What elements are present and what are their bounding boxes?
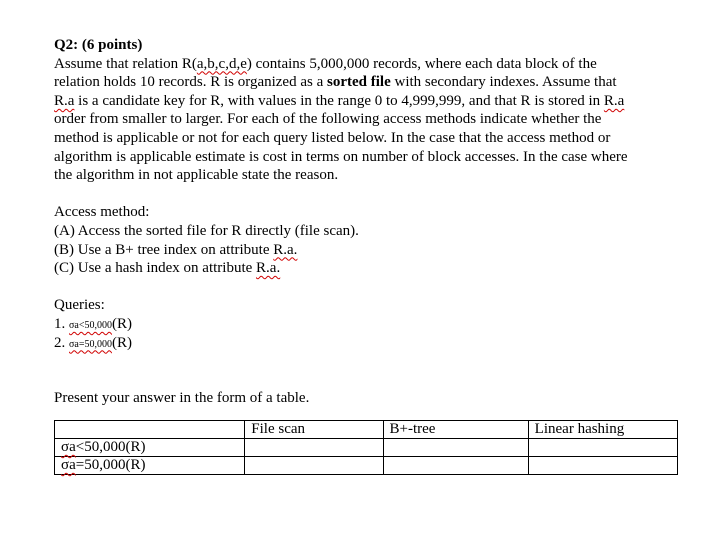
table-row (55, 457, 678, 475)
intro-text: Assume that relation R( (54, 55, 197, 72)
row-2-condition: =50,000(R) (75, 457, 146, 473)
query-2-relation: (R) (111, 334, 132, 351)
access-method-b-attr: R.a. (273, 241, 298, 258)
header-cell-empty (55, 421, 245, 439)
table-header-row (55, 421, 678, 439)
row-label-query-1 (55, 439, 245, 457)
query-1-relation: (R) (111, 315, 132, 332)
intro-line-3 (54, 92, 684, 111)
query-1-number: 1. (54, 315, 69, 332)
intro-line-2 (54, 73, 684, 92)
intro-line-7: the algorithm in not applicable state the reason. (54, 167, 339, 184)
answer-table (54, 420, 678, 475)
access-method-c-text: (C) Use a hash index on attribute (54, 260, 257, 277)
intro-text: is a candidate key for R, with values in the range 0 to 4,999,999, and that R is stored in (74, 92, 604, 109)
present-instruction: Present your answer in the form of a table. (54, 390, 310, 407)
intro-line-5: method is applicable or not for each query listed below. In the case that the access method or (54, 129, 611, 146)
answer-cell[interactable] (528, 439, 677, 457)
row-label-query-2 (55, 457, 245, 475)
query-2-selection: σa=50,000 (69, 338, 112, 350)
table-row (55, 439, 678, 457)
intro-text: with secondary indexes. Assume that (390, 74, 617, 91)
query-1 (54, 315, 684, 334)
intro-text: relation holds 10 records. R is organized as a (54, 74, 327, 91)
access-method-c (54, 259, 684, 278)
intro-text: ) contains 5,000,000 records, where each data block of the (246, 55, 597, 72)
relation-attributes: a,b,c,d,e (196, 55, 247, 72)
access-method-b-text: (B) Use a B+ tree index on attribute (54, 241, 274, 258)
query-2-number: 2. (54, 334, 69, 351)
access-method-c-attr: R.a. (256, 260, 281, 277)
candidate-key-attr: R.a (54, 92, 75, 109)
storage-order-attr: R.a (603, 92, 625, 109)
intro-line-4: order from smaller to larger. For each of the following access methods indicate whether the (54, 111, 602, 128)
header-cell-bplus-tree: B+-tree (383, 421, 528, 439)
question-document (54, 36, 684, 408)
answer-cell[interactable] (528, 457, 677, 475)
answer-cell[interactable] (383, 439, 528, 457)
header-cell-file-scan: File scan (245, 421, 383, 439)
query-2 (54, 334, 684, 353)
access-method-b (54, 241, 684, 260)
intro-line-1 (54, 55, 684, 74)
header-cell-linear-hashing: Linear hashing (528, 421, 677, 439)
query-1-selection: σa<50,000 (69, 319, 112, 331)
answer-cell[interactable] (383, 457, 528, 475)
row-1-sigma: σa (61, 439, 76, 455)
intro-line-6: algorithm is applicable estimate is cost in terms on number of block accesses. In the case where (54, 148, 628, 165)
access-method-heading: Access method: (54, 204, 150, 221)
queries-heading: Queries: (54, 297, 105, 314)
row-2-sigma: σa (61, 457, 76, 473)
answer-cell[interactable] (245, 439, 383, 457)
question-title: Q2: (6 points) (54, 37, 143, 53)
sorted-file-term: sorted file (327, 74, 391, 91)
access-method-a: (A) Access the sorted file for R directly (file scan). (54, 222, 359, 239)
answer-cell[interactable] (245, 457, 383, 475)
row-1-condition: <50,000(R) (75, 439, 146, 455)
